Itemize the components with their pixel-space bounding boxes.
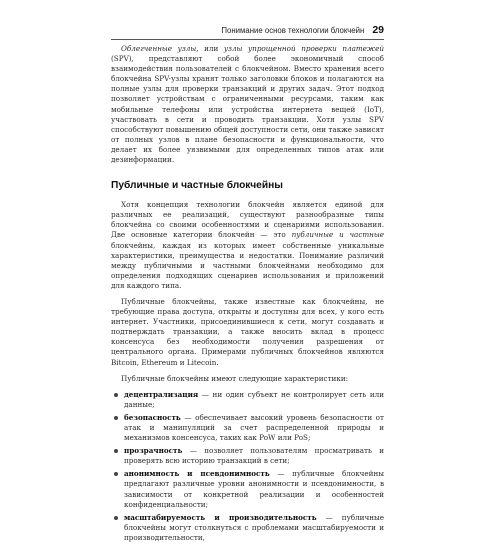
page-number: 29 [372, 24, 384, 36]
list-item-term: масштабируемость и производительность [124, 512, 317, 522]
list-item-term: децентрализация [124, 389, 199, 399]
list-item-term: анонимность и псевдонимность [124, 469, 270, 479]
italic-term-light-nodes: Облегченные узлы [121, 44, 197, 53]
list-item-desc: — обеспечивает высокий уровень безопасности от атак и манипуляций за счет распределенной природы и механизмов консенсуса, таких как PoW или PoS; [124, 412, 384, 443]
characteristics-list [111, 390, 384, 543]
text-fragment: блокчейны, каждая из которых имеет собственные уникальные характеристики, преимущества и недостатки. Понимание различий между публичными и частными блокчейнами необходимо для определения подходящих сценариев использования и приложений для каждого типа. [111, 240, 384, 290]
list-item-desc: — позволяет пользователям просматривать и проверять всю историю транзакций в сети; [124, 446, 384, 466]
page-content [111, 44, 384, 546]
header-rule [111, 39, 384, 40]
paragraph-characteristics-intro: Публичные блокчейны имеют следующие характеристики: [121, 373, 349, 383]
list-item [111, 390, 384, 410]
paragraph-light-nodes [111, 44, 384, 165]
list-item-text [124, 469, 384, 509]
list-item-term: безопасность [124, 412, 181, 422]
section-heading: Публичные и частные блокчейны [111, 180, 283, 192]
list-item-text [124, 390, 384, 410]
list-item-desc: — ни один субъект не контролирует сеть или данные; [124, 389, 384, 409]
list-item-text [124, 413, 384, 443]
page-header [111, 22, 384, 36]
paragraph-public-blockchains: Публичные блокчейны, также известные как блокчейны, не требующие права доступа, открыты и доступны для всех, у кого есть интернет. Участники, присоединившиеся к сети, могут создавать и подтверждать транзакции, а также вносить вклад в процесс консенсуса без необходимости получения разрешения от центрального органа. Примерами публичных блокчейнов являются Bitcoin, Ethereum и Litecoin. [111, 296, 384, 367]
bullet-icon [114, 393, 118, 397]
text-fragment: Хотя концепция технологии блокчейн является единой для различных ее реализаций, существуют разнообразные типы блокчейна со своими особенностями и сценариями использования. Две основные категории блокчейн — это [111, 200, 384, 240]
text-fragment: (SPV), представляют собой более экономичный способ взаимодействия пользователей с блокчейном. Вместо хранения всего блокчейна SPV-узлы хранят только заголовки блоков и полагаются на полные узлы для проверки транзакций и других задач. Этот подход позволяет устройствам с ограниченными ресурсами, таким как мобильные телефоны или устройства интернета вещей (IoT), участвовать в сети и проводить транзакции. Хотя узлы SPV способствуют повышению общей доступности сети, они также зависят от полных узлов в плане безопасности и функциональности, что делает их более уязвимыми для определенных типов атак или дезинформации. [111, 54, 384, 165]
list-item-term: прозрачность [124, 446, 183, 456]
list-item-desc: — публичные блокчейны предлагают различные уровни анонимности и псевдонимности, в зависимости от конкретной реализации и особенностей конфиденциальности; [124, 469, 384, 509]
paragraph-intro [111, 200, 384, 291]
list-item [111, 413, 384, 443]
bullet-icon [114, 516, 118, 520]
running-title: Понимание основ технологии блокчейн [221, 26, 365, 35]
bullet-icon [114, 472, 118, 476]
bullet-icon [114, 416, 118, 420]
list-item [111, 513, 384, 543]
bullet-icon [114, 449, 118, 453]
list-item [111, 469, 384, 509]
list-item [111, 446, 384, 466]
italic-term-public-private: публичные и частные [291, 230, 385, 240]
italic-term-spv: узлы упрощенной проверки платежей [223, 44, 384, 53]
list-item-text [124, 446, 384, 466]
list-item-desc: — публичные блокчейны могут столкнуться с проблемами масштабируемости и производительности, [124, 512, 384, 542]
text-fragment: , или [196, 44, 224, 53]
list-item-text [124, 513, 384, 543]
